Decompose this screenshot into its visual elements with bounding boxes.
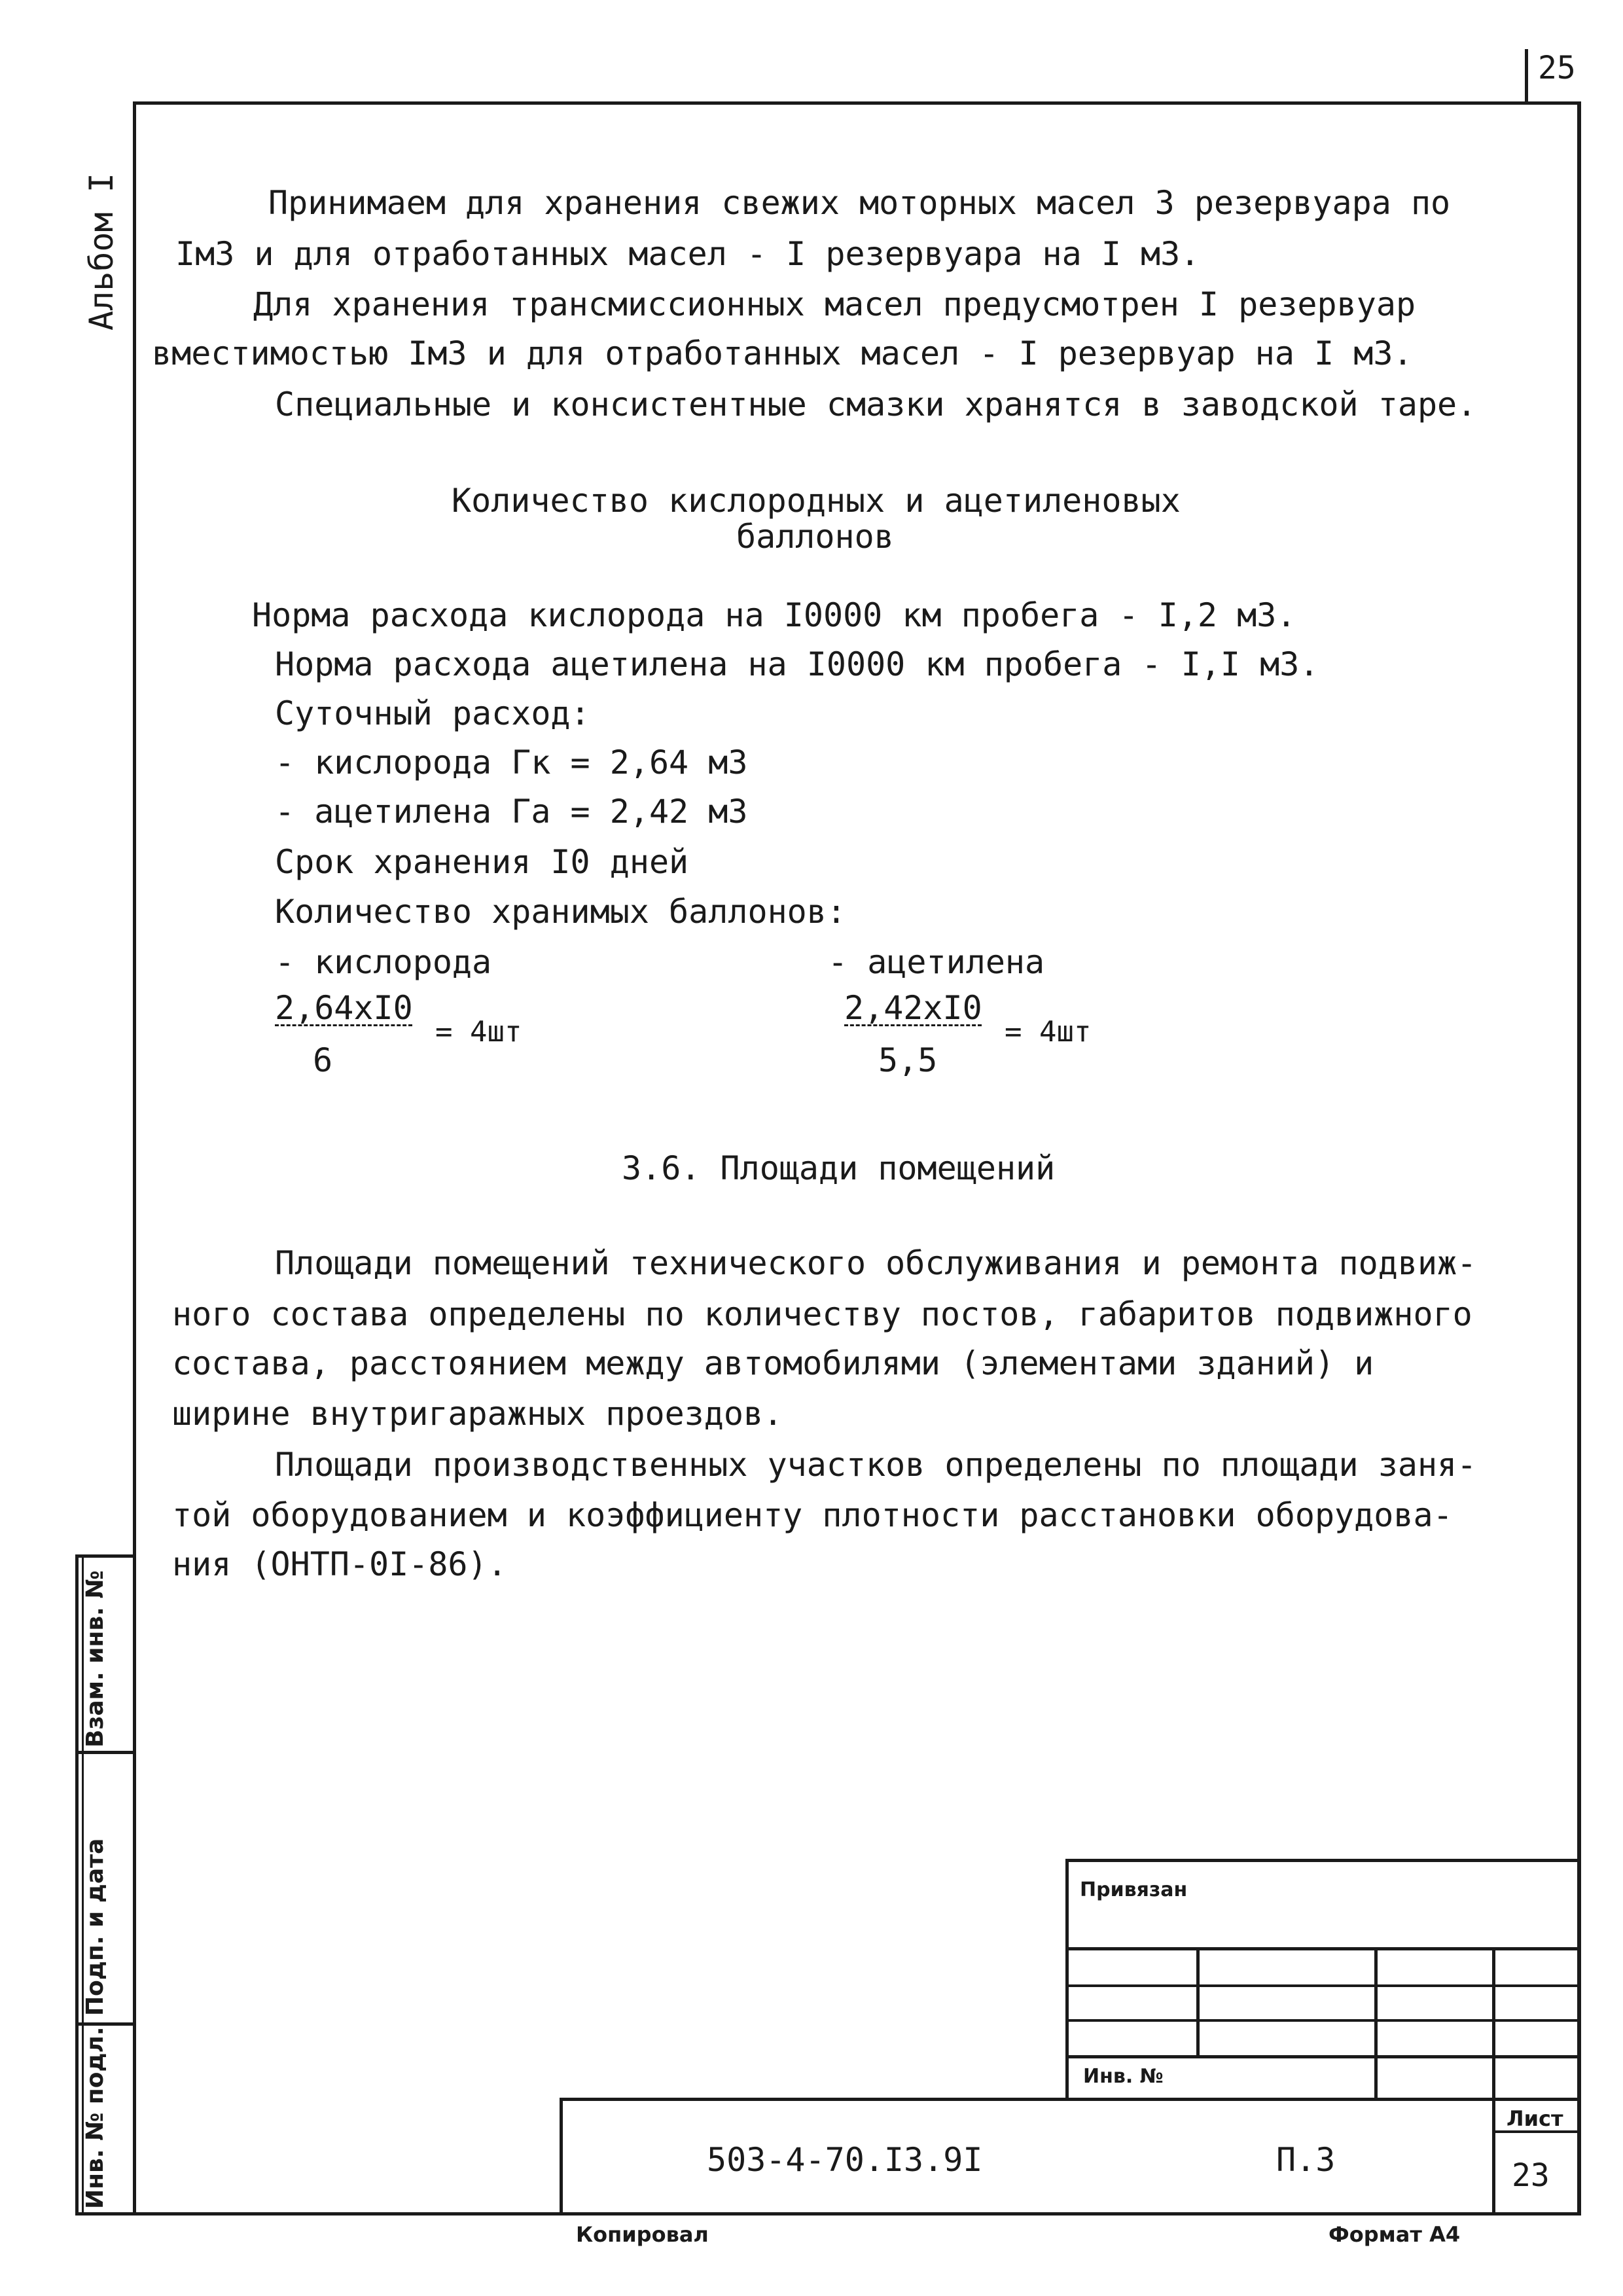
paragraph-line: Специальные и консистентные смазки хранятся в заводской таре. bbox=[275, 386, 1477, 423]
tb-grid-h bbox=[1065, 2055, 1579, 2058]
paragraph-line: Для хранения трансмиссионных масел предусмотрен I резервуар bbox=[253, 285, 1416, 323]
areas-line: ного состава определены по количеству постов, габаритов подвижного bbox=[172, 1295, 1472, 1333]
acetylene-label: - ацетилена bbox=[828, 943, 1045, 981]
paragraph-line: Принимаем для хранения свежих моторных масел 3 резервуара по bbox=[268, 184, 1451, 222]
acetylene-result: = 4шт bbox=[1005, 1015, 1092, 1049]
tb-sheet-label: Лист bbox=[1507, 2106, 1563, 2131]
areas-line: той оборудованием и коэффициенту плотности расстановки оборудова- bbox=[172, 1496, 1453, 1534]
stamp-divider bbox=[75, 2022, 136, 2026]
cylinder-line: Количество хранимых баллонов: bbox=[275, 893, 846, 931]
stamp-divider bbox=[75, 1751, 136, 1754]
frame-left bbox=[133, 101, 136, 2215]
acetylene-denominator: 5,5 bbox=[878, 1041, 938, 1079]
footer-format: Формат А4 bbox=[1329, 2222, 1461, 2247]
cylinder-line: - кислорода Гк = 2,64 м3 bbox=[275, 744, 748, 781]
cylinder-line: Суточный расход: bbox=[275, 694, 590, 732]
stamp-inv-podl: Инв. № подл. bbox=[82, 2026, 109, 2209]
tb-grid-v bbox=[1196, 1947, 1200, 2055]
cylinder-line: - ацетилена Га = 2,42 м3 bbox=[275, 793, 748, 831]
footer-copied: Копировал bbox=[576, 2222, 709, 2247]
stamp-vzam-inv: Взам. инв. № bbox=[82, 1570, 109, 1748]
tb-grid-v bbox=[1374, 1947, 1378, 2101]
stamp-left-edge bbox=[75, 1554, 79, 2215]
areas-line: Площади производственных участков определены по площади заня- bbox=[275, 1446, 1477, 1484]
section-title-cylinders-2: баллонов bbox=[736, 518, 894, 556]
tb-section: П.3 bbox=[1276, 2141, 1336, 2179]
tb-sheet-number: 23 bbox=[1512, 2157, 1550, 2194]
oxygen-result: = 4шт bbox=[435, 1015, 522, 1049]
stamp-podp-data: Подп. и дата bbox=[82, 1838, 109, 2016]
frame-bottom bbox=[79, 2212, 1581, 2215]
tb-grid-h bbox=[1065, 1984, 1579, 1987]
oxygen-numerator: 2,64xI0 bbox=[275, 989, 413, 1027]
tb-grid-h bbox=[1065, 1947, 1579, 1950]
areas-line: ния (ОНТП-0I-86). bbox=[172, 1545, 507, 1583]
page-number-top: 25 bbox=[1538, 50, 1576, 86]
tb-main-top bbox=[560, 2098, 1579, 2101]
top-page-mark bbox=[1525, 49, 1528, 101]
areas-line: ширине внутригаражных проездов. bbox=[172, 1395, 783, 1433]
stamp-divider bbox=[75, 1554, 136, 1558]
tb-grid-h bbox=[1065, 2019, 1579, 2022]
acetylene-numerator: 2,42xI0 bbox=[844, 989, 982, 1027]
paragraph-line: Iм3 и для отработанных масел - I резервуара на I м3. bbox=[175, 235, 1200, 273]
section-title-areas: 3.6. Площади помещений bbox=[622, 1149, 1056, 1187]
tb-privyazan-label: Привязан bbox=[1080, 1878, 1188, 1901]
tb-doc-code: 503-4-70.I3.9I bbox=[707, 2141, 983, 2179]
paragraph-line: вместимостью Iм3 и для отработанных масел - I резервуар на I м3. bbox=[152, 334, 1413, 372]
tb-main-left bbox=[560, 2098, 563, 2215]
oxygen-label: - кислорода bbox=[275, 943, 492, 981]
section-title-cylinders: Количество кислородных и ацетиленовых bbox=[452, 482, 1181, 520]
tb-privyazan-top bbox=[1065, 1859, 1579, 1862]
cylinder-line: Норма расхода кислорода на I0000 км пробега - I,2 м3. bbox=[252, 596, 1296, 634]
cylinder-line: Норма расхода ацетилена на I0000 км пробега - I,I м3. bbox=[275, 645, 1319, 683]
areas-line: Площади помещений технического обслуживания и ремонта подвиж- bbox=[275, 1244, 1477, 1282]
frame-right bbox=[1577, 101, 1581, 2215]
tb-privyazan-left bbox=[1065, 1859, 1069, 2101]
side-album-label: Альбом I bbox=[82, 173, 120, 331]
areas-line: состава, расстоянием между автомобилями (элементами зданий) и bbox=[172, 1344, 1374, 1382]
cylinder-line: Срок хранения I0 дней bbox=[275, 843, 689, 881]
tb-grid-v bbox=[1492, 1947, 1495, 2215]
oxygen-denominator: 6 bbox=[313, 1041, 333, 1079]
frame-top bbox=[134, 101, 1580, 105]
tb-inv-no-label: Инв. № bbox=[1083, 2065, 1164, 2088]
